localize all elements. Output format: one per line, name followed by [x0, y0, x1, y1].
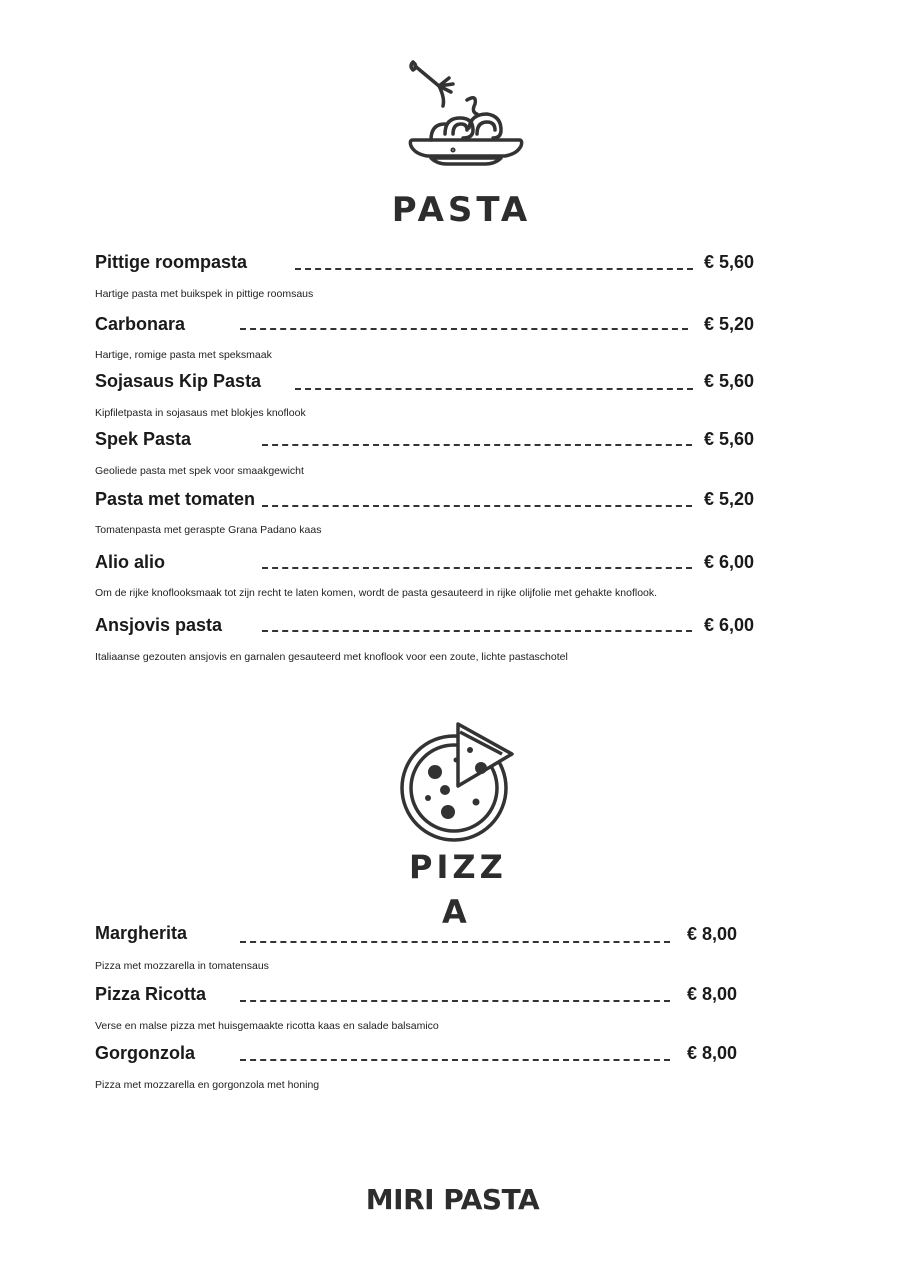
menu-item-name: Spek Pasta — [95, 429, 192, 449]
menu-item-description: Tomatenpasta met geraspte Grana Padano kaas — [95, 524, 322, 536]
leader-dots — [295, 268, 693, 270]
menu-item-description: Hartige, romige pasta met speksmaak — [95, 349, 272, 361]
menu-item-price: € 5,20 — [704, 489, 755, 509]
menu-item-name: Gorgonzola — [95, 1043, 195, 1063]
menu-item-price: € 5,20 — [704, 314, 755, 334]
pasta-bowl-icon — [405, 58, 527, 170]
menu-item-description: Verse en malse pizza met huisgemaakte ricotta kaas en salade balsamico — [95, 1020, 439, 1032]
menu-item-name: Ansjovis pasta — [95, 615, 223, 635]
leader-dots — [262, 630, 692, 632]
menu-item-description: Om de rijke knoflooksmaak tot zijn recht te laten komen, wordt de pasta gesauteerd in rijke olijfolie met gehakte knoflook. — [95, 587, 658, 599]
brand-footer: MIRI PASTA — [365, 1183, 540, 1216]
pizza-section-title-line1: PIZZ — [409, 848, 507, 886]
menu-item-description: Pizza met mozzarella en gorgonzola met honing — [95, 1079, 320, 1091]
menu-item-description: Italiaanse gezouten ansjovis en garnalen gesauteerd met knoflook voor een zoute, lichte pastaschotel — [95, 651, 568, 663]
menu-item-description: Geoliede pasta met spek voor smaakgewicht — [95, 465, 304, 477]
menu-item-name: Carbonara — [95, 314, 186, 334]
menu-item-price: € 8,00 — [687, 924, 738, 944]
leader-dots — [240, 1059, 670, 1061]
menu-item-price: € 5,60 — [704, 429, 755, 449]
menu-item-name: Pasta met tomaten — [95, 489, 256, 509]
leader-dots — [262, 567, 692, 569]
menu-item-name: Sojasaus Kip Pasta — [95, 371, 262, 391]
pizza-icon — [398, 720, 516, 844]
pasta-section-title: PASTA — [391, 190, 532, 230]
pizza-section-title-line2: A — [442, 893, 471, 931]
menu-item-price: € 8,00 — [687, 1043, 738, 1063]
menu-item-description: Kipfiletpasta in sojasaus met blokjes knoflook — [95, 407, 306, 419]
menu-item-price: € 5,60 — [704, 371, 755, 391]
leader-dots — [240, 328, 688, 330]
menu-item-description: Hartige pasta met buikspek in pittige roomsaus — [95, 288, 314, 300]
menu-item-price: € 8,00 — [687, 984, 738, 1004]
menu-item-name: Pizza Ricotta — [95, 984, 207, 1004]
leader-dots — [240, 941, 670, 943]
menu-item-price: € 6,00 — [704, 615, 755, 635]
menu-item-name: Alio alio — [95, 552, 166, 572]
menu-item-price: € 5,60 — [704, 252, 755, 272]
menu-item-name: Pittige roompasta — [95, 252, 248, 272]
leader-dots — [262, 444, 692, 446]
menu-item-name: Margherita — [95, 923, 188, 943]
leader-dots — [240, 1000, 670, 1002]
leader-dots — [262, 505, 692, 507]
menu-item-price: € 6,00 — [704, 552, 755, 572]
menu-item-description: Pizza met mozzarella in tomatensaus — [95, 960, 269, 972]
leader-dots — [295, 388, 693, 390]
